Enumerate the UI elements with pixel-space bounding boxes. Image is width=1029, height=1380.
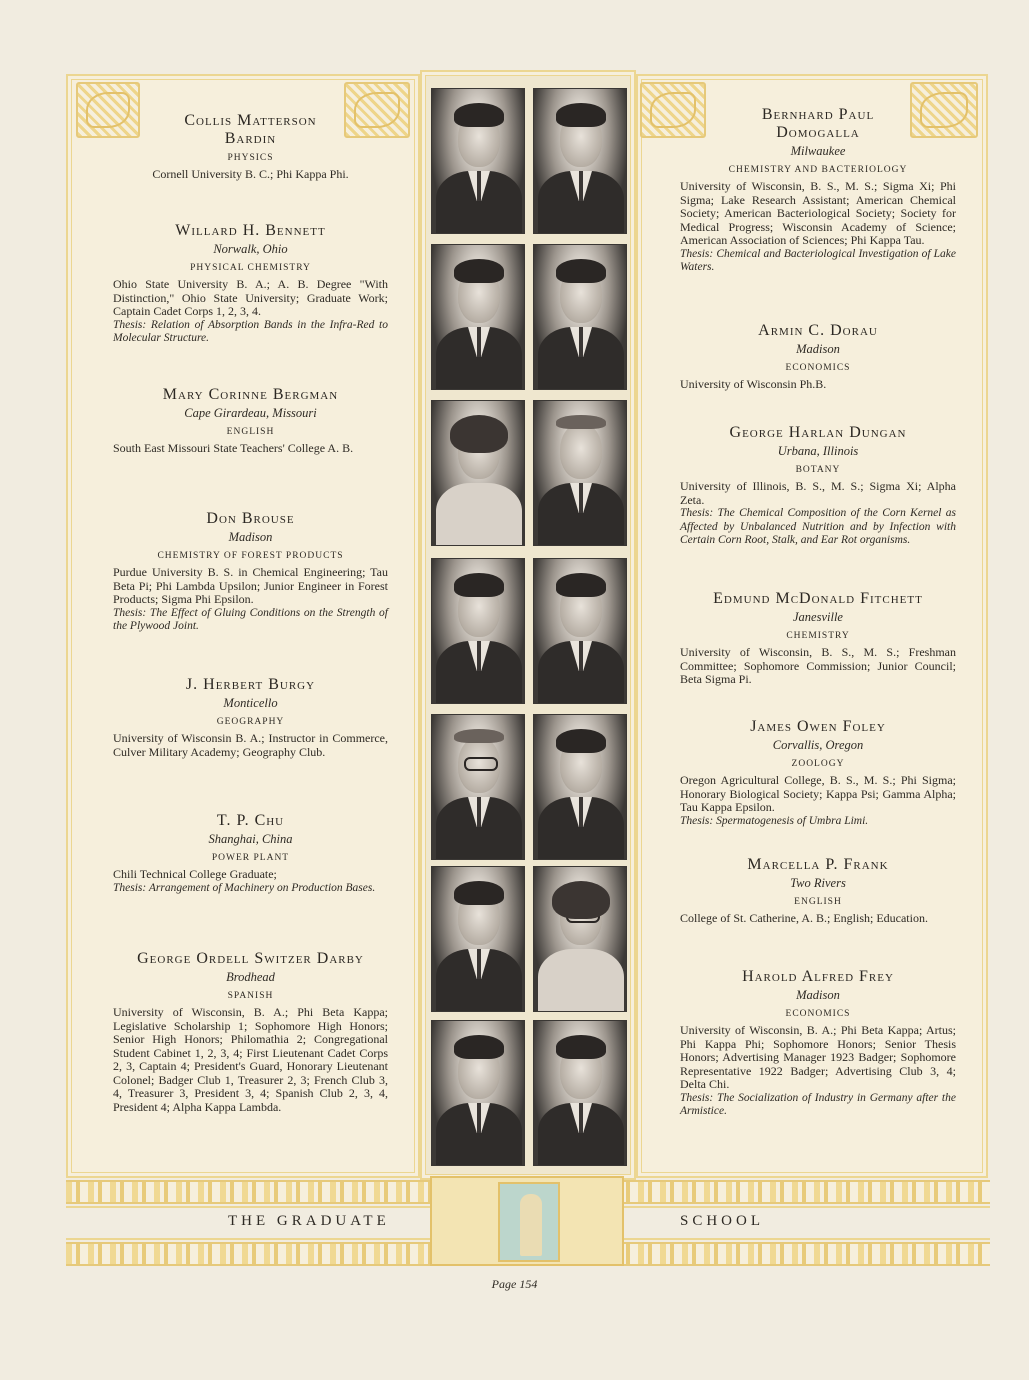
portrait-photo bbox=[533, 714, 627, 860]
statue-emblem-icon bbox=[498, 1182, 560, 1262]
student-credentials: University of Wisconsin, B. S., M. S.; Freshman Committee; Sophomore Commission; Junior Council; Beta Sigma Pi. bbox=[680, 645, 956, 686]
student-entry bbox=[113, 386, 388, 456]
student-credentials: University of Wisconsin, B. A.; Phi Beta Kappa; Legislative Scholarship 1; Sophomore High Honors; Senior High Honors; Philomathia 2; Congregational Student Cabinet 1, 2, 3, 4; First Lieutenant Cadet Corps 2, 3, Captain 4; President's Guard, Honorary Lieutenant Colonel; Badger Club 1, Treasurer 2, 3; French Club 3, 4, Treasurer 3, President 3, 4; Spanish Club 2, 3, 4, President 4; Alpha Kappa Lambda. bbox=[113, 1005, 388, 1114]
student-hometown: Monticello bbox=[223, 696, 278, 710]
student-department: BOTANY bbox=[795, 465, 841, 475]
portrait-photo bbox=[431, 244, 525, 390]
student-name: Mary Corinne Bergman bbox=[162, 386, 339, 403]
center-medallion bbox=[430, 1176, 624, 1266]
student-department: POWER PLANT bbox=[211, 853, 290, 863]
student-department: CHEMISTRY AND BACTERIOLOGY bbox=[728, 165, 908, 175]
student-hometown: Shanghai, China bbox=[208, 832, 293, 846]
student-thesis: Thesis: Chemical and Bacteriological Investigation of Lake Waters. bbox=[680, 247, 956, 273]
student-department: CHEMISTRY bbox=[786, 631, 850, 641]
student-department: CHEMISTRY OF FOREST PRODUCTS bbox=[157, 551, 344, 561]
student-name: Willard H. Bennett bbox=[175, 222, 326, 239]
student-credentials: Chili Technical College Graduate; bbox=[113, 867, 277, 881]
student-name: J. Herbert Burgy bbox=[185, 676, 316, 693]
student-entry bbox=[680, 718, 956, 828]
student-hometown: Madison bbox=[796, 988, 840, 1002]
student-name: Harold Alfred Frey bbox=[742, 968, 894, 985]
page-number: Page 154 bbox=[491, 1277, 538, 1291]
student-credentials: Oregon Agricultural College, B. S., M. S.; Phi Sigma; Honorary Biological Society; Kappa Psi; Gamma Alpha; Tau Kappa Epsilon. bbox=[680, 773, 956, 814]
student-name: Bernhard Paul Domogalla bbox=[761, 106, 875, 141]
student-name: Collis Matterson Bardin bbox=[184, 112, 317, 147]
student-name: James Owen Foley bbox=[750, 718, 886, 735]
student-department: ECONOMICS bbox=[785, 1009, 851, 1019]
student-department: PHYSICS bbox=[227, 153, 274, 163]
student-credentials: University of Wisconsin, B. S., M. S.; Sigma Xi; Phi Sigma; Lake Research Assistant; American Chemical Society; American Bacteriological Society; Society for Medical Progress; Wisconsin Academy of Science; American Association of Sciences; Phi Kappa Tau. bbox=[680, 179, 956, 247]
footer-left-text: THE GRADUATE bbox=[228, 1213, 390, 1229]
student-department: ECONOMICS bbox=[785, 363, 851, 373]
student-entry bbox=[113, 676, 388, 759]
student-thesis: Thesis: The Chemical Composition of the Corn Kernel as Affected by Unbalanced Nutrition and by Infection with Certain Corn Root, Stalk, and Ear Rot organisms. bbox=[680, 507, 956, 546]
student-credentials: University of Wisconsin, B. A.; Phi Beta Kappa; Artus; Phi Kappa Phi; Sophomore Honors; Senior Thesis Honors; Advertising Manager 1923 Badger; Sophomore Representative 1922 Badger; Advertising Club 3, 4; Delta Chi. bbox=[680, 1023, 956, 1091]
portrait-photo bbox=[431, 1020, 525, 1166]
student-department: SPANISH bbox=[227, 991, 274, 1001]
student-entry bbox=[680, 106, 956, 275]
student-credentials: College of St. Catherine, A. B.; English; Education. bbox=[680, 911, 928, 925]
student-department: ZOOLOGY bbox=[791, 759, 845, 769]
student-thesis: Thesis: The Socialization of Industry in Germany after the Armistice. bbox=[680, 1091, 956, 1117]
student-hometown: Urbana, Illinois bbox=[777, 444, 859, 458]
student-hometown: Milwaukee bbox=[790, 144, 846, 158]
student-name: Don Brouse bbox=[206, 510, 295, 527]
student-hometown: Janesville bbox=[793, 610, 843, 624]
student-credentials: Cornell University B. C.; Phi Kappa Phi. bbox=[152, 167, 349, 181]
student-hometown: Brodhead bbox=[226, 970, 275, 984]
student-credentials: University of Wisconsin Ph.B. bbox=[680, 377, 827, 391]
student-hometown: Madison bbox=[796, 342, 840, 356]
student-hometown: Cape Girardeau, Missouri bbox=[184, 406, 317, 420]
portrait-photo bbox=[431, 866, 525, 1012]
student-credentials: University of Illinois, B. S., M. S.; Sigma Xi; Alpha Zeta. bbox=[680, 479, 956, 507]
student-entry bbox=[680, 424, 956, 548]
portrait-photo bbox=[533, 400, 627, 546]
portrait-photo bbox=[533, 866, 627, 1012]
student-hometown: Corvallis, Oregon bbox=[772, 738, 864, 752]
student-department: GEOGRAPHY bbox=[216, 717, 285, 727]
student-name: Armin C. Dorau bbox=[758, 322, 878, 339]
student-entry bbox=[680, 322, 956, 392]
student-entry bbox=[113, 950, 388, 1114]
student-hometown: Madison bbox=[228, 530, 273, 544]
student-credentials: Ohio State University B. A.; A. B. Degree "With Distinction," Ohio State University; Graduate Work; Captain Cadet Corps 1, 2, 3, 4. bbox=[113, 277, 388, 318]
student-name: Marcella P. Frank bbox=[747, 856, 889, 873]
student-name: George Harlan Dungan bbox=[729, 424, 907, 441]
student-entry bbox=[113, 222, 388, 346]
portrait-photo bbox=[431, 88, 525, 234]
student-credentials: University of Wisconsin B. A.; Instructor in Commerce, Culver Military Academy; Geography Club. bbox=[113, 731, 388, 759]
portrait-photo bbox=[431, 400, 525, 546]
student-entry bbox=[680, 590, 956, 687]
student-credentials: Purdue University B. S. in Chemical Engineering; Tau Beta Pi; Phi Lambda Upsilon; Junior Engineer in Forest Products; Sigma Phi Epsilon. bbox=[113, 565, 388, 606]
student-entry bbox=[113, 510, 388, 634]
student-department: PHYSICAL CHEMISTRY bbox=[190, 263, 311, 273]
student-department: ENGLISH bbox=[226, 427, 275, 437]
portrait-photo bbox=[533, 244, 627, 390]
student-entry bbox=[680, 968, 956, 1119]
student-hometown: Two Rivers bbox=[790, 876, 846, 890]
student-thesis: Thesis: Relation of Absorption Bands in the Infra-Red to Molecular Structure. bbox=[113, 318, 388, 344]
student-name: Edmund McDonald Fitchett bbox=[713, 590, 923, 607]
student-thesis: Thesis: Spermatogenesis of Umbra Limi. bbox=[680, 814, 869, 827]
student-thesis: Thesis: The Effect of Gluing Conditions on the Strength of the Plywood Joint. bbox=[113, 606, 388, 632]
student-thesis: Thesis: Arrangement of Machinery on Production Bases. bbox=[113, 881, 376, 894]
student-entry bbox=[113, 112, 388, 182]
student-name: George Ordell Switzer Darby bbox=[137, 950, 364, 967]
student-department: ENGLISH bbox=[794, 897, 842, 907]
student-hometown: Norwalk, Ohio bbox=[213, 242, 288, 256]
portrait-photo bbox=[533, 88, 627, 234]
student-entry bbox=[113, 812, 388, 895]
student-credentials: South East Missouri State Teachers' College A. B. bbox=[113, 441, 354, 455]
student-name: T. P. Chu bbox=[216, 812, 285, 829]
portrait-photo bbox=[431, 714, 525, 860]
portrait-photo bbox=[431, 558, 525, 704]
student-entry bbox=[680, 856, 956, 926]
portrait-photo bbox=[533, 558, 627, 704]
portrait-photo bbox=[533, 1020, 627, 1166]
footer-right-text: SCHOOL bbox=[680, 1213, 765, 1229]
